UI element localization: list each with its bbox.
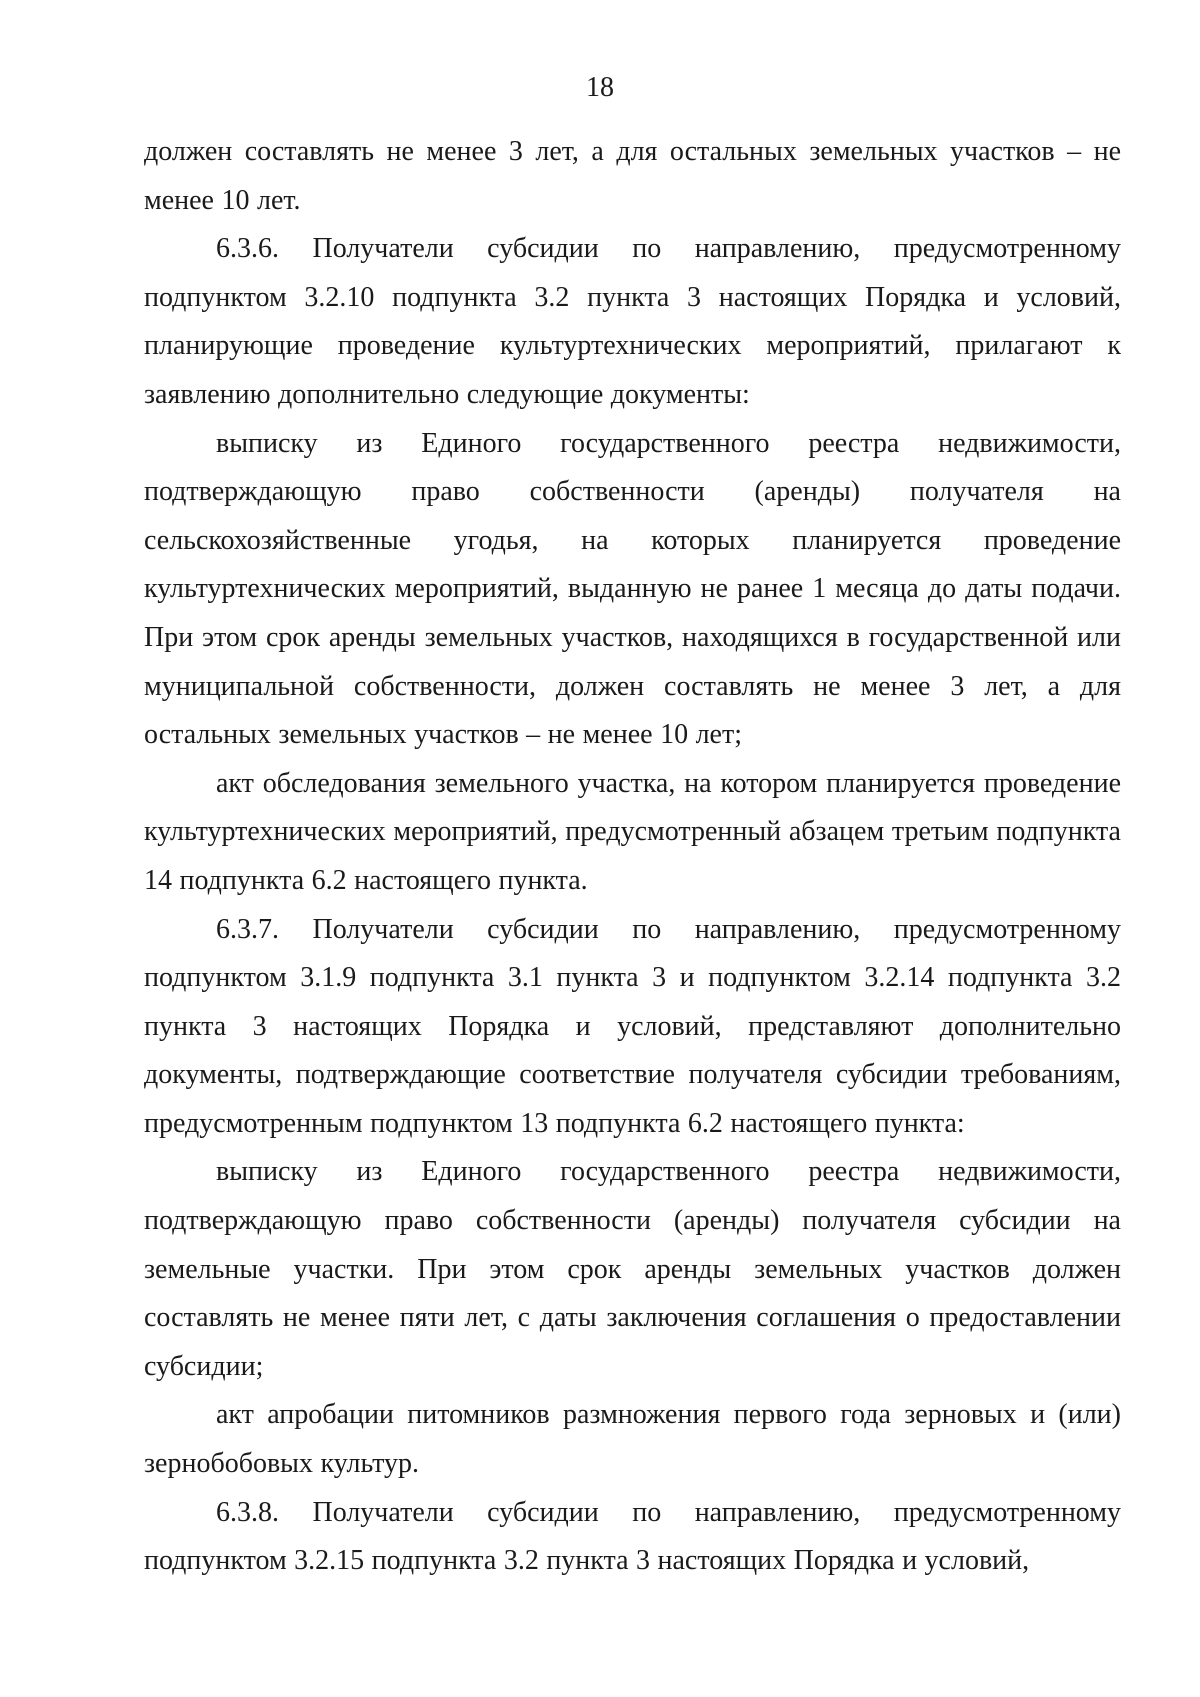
- paragraph-registry-extract-2: выписку из Единого государственного реестра недвижимости, подтверждающую право собственности (аренды) получателя субсидии на земельные участки. При этом срок аренды земельных участков должен составлять не менее пяти лет, с даты заключения соглашения о предоставлении субсидии;: [144, 1156, 1121, 1382]
- document-body: [144, 128, 1121, 1586]
- paragraph-6-3-6: 6.3.6. Получатели субсидии по направлению, предусмотренному подпунктом 3.2.10 подпункта 3.2 пункта 3 настоящих Порядка и условий, планирующие проведение культуртехнических мероприятий, прилагают к заявлению дополнительно следующие документы:: [144, 233, 1121, 410]
- paragraph-continuation: должен составлять не менее 3 лет, а для остальных земельных участков – не менее 10 лет.: [144, 136, 1121, 216]
- paragraph-6-3-8: 6.3.8. Получатели субсидии по направлению, предусмотренному подпунктом 3.2.15 подпункта 3.2 пункта 3 настоящих Порядка и условий,: [144, 1496, 1121, 1577]
- paragraph-inspection-act: акт обследования земельного участка, на котором планируется проведение культуртехнических мероприятий, предусмотренный абзацем третьим подпункта 14 подпункта 6.2 настоящего пункта.: [144, 767, 1121, 896]
- paragraph-approbation-act: акт апробации питомников размножения первого года зерновых и (или) зернобобовых культур.: [144, 1399, 1121, 1480]
- page-number: 18: [586, 72, 614, 103]
- paragraph-6-3-7: 6.3.7. Получатели субсидии по направлению, предусмотренному подпунктом 3.1.9 подпункта 3.1 пункта 3 и подпунктом 3.2.14 подпункта 3.2 пункта 3 настоящих Порядка и условий, представляют дополнительно документы, подтверждающие соответствие получателя субсидии требованиям, предусмотренным подпунктом 13 подпункта 6.2 настоящего пункта:: [144, 913, 1121, 1139]
- paragraph-registry-extract: выписку из Единого государственного реестра недвижимости, подтверждающую право собственности (аренды) получателя на сельскохозяйственные угодья, на которых планируется проведение культуртехнических мероприятий, выданную не ранее 1 месяца до даты подачи. При этом срок аренды земельных участков, находящихся в государственной или муниципальной собственности, должен составлять не менее 3 лет, а для остальных земельных участков – не менее 10 лет;: [144, 427, 1121, 751]
